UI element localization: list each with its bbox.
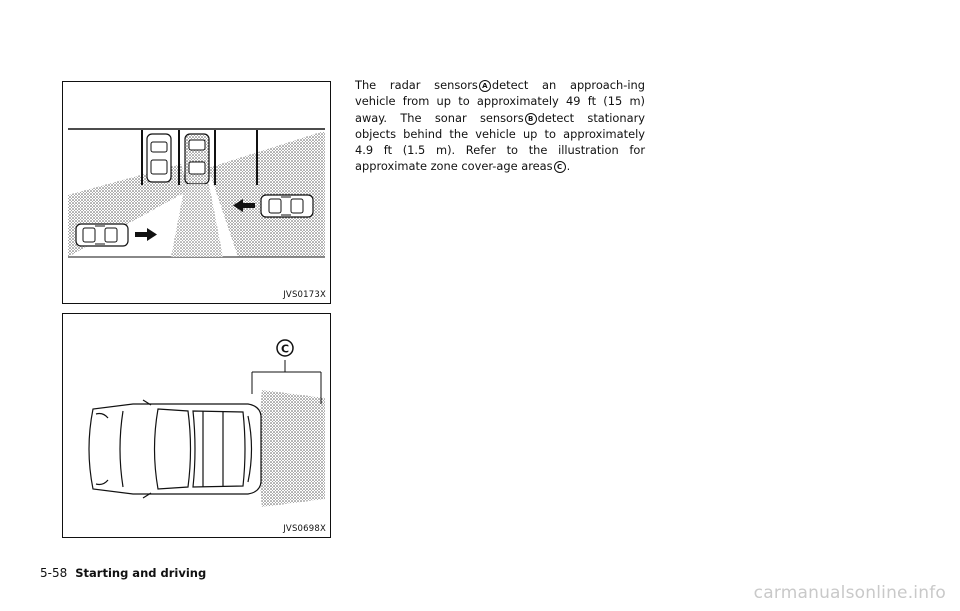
coverage-zone	[259, 390, 325, 507]
page-footer	[40, 566, 206, 580]
approaching-car-left	[76, 224, 128, 246]
label-b-icon: B	[525, 113, 537, 125]
own-vehicle	[185, 134, 209, 184]
label-a-icon: A	[479, 80, 491, 92]
approaching-car-right	[261, 195, 313, 217]
arrow-right-icon	[135, 228, 157, 241]
figure-rear-coverage	[62, 313, 331, 538]
svg-text:C: C	[280, 342, 290, 356]
text-part-3: detect stationary objects behind the vehicle up to approximately 4.9 ft (1.5 m). Refer to the illustration for approximate zone cover-age areas	[355, 110, 646, 174]
callout-c-icon	[277, 340, 293, 356]
text-part-4: .	[566, 159, 571, 174]
page-number: 5-58	[40, 566, 68, 580]
figure-code: JVS0173X	[283, 290, 326, 300]
figure-radar-zones	[62, 81, 331, 304]
figure-code: JVS0698X	[283, 524, 326, 534]
text-part-2: detect an approach-ing vehicle from up to approximately 49 ft (15 m) away. The sonar sensors	[355, 78, 645, 125]
radar-zones-illustration	[63, 82, 330, 303]
vehicle-top-view	[89, 400, 261, 498]
rear-coverage-illustration	[63, 314, 330, 537]
parked-car-left	[147, 134, 171, 182]
watermark: carmanualsonline.info	[753, 583, 946, 603]
text-part-1: The radar sensors	[355, 78, 478, 92]
section-title: Starting and driving	[75, 566, 207, 580]
description-text	[355, 77, 645, 175]
label-c-icon: C	[554, 161, 566, 173]
